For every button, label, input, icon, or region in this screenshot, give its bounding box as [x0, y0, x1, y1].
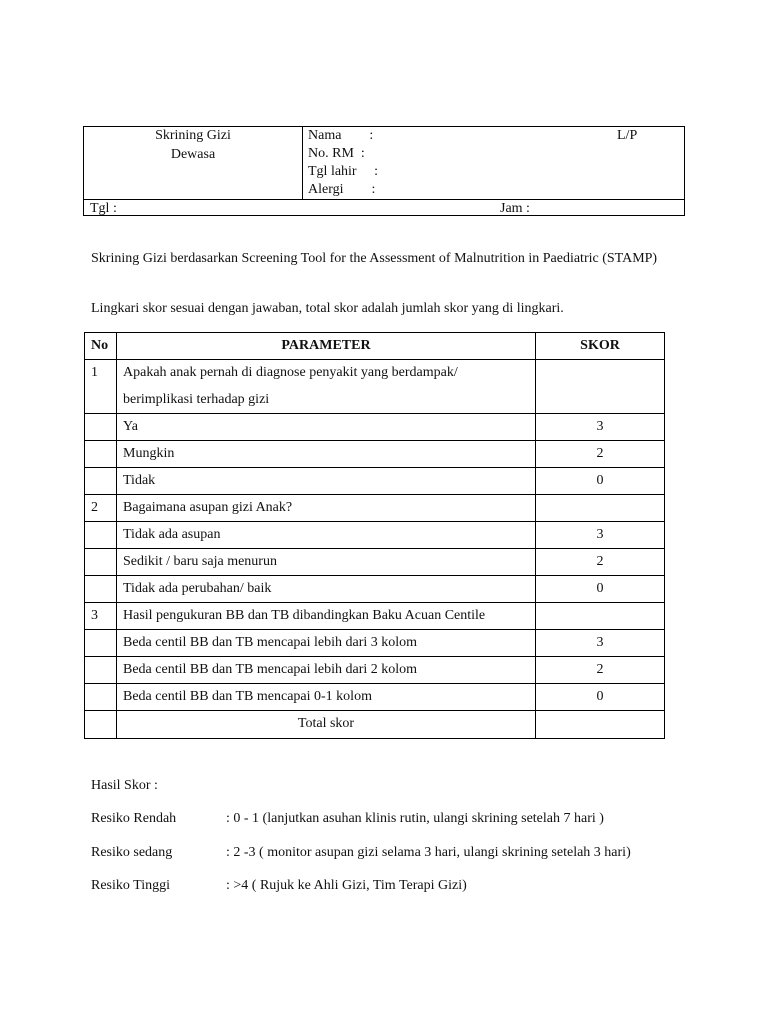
table-row — [85, 576, 665, 603]
field-no-rm: No. RM : — [308, 146, 365, 161]
table-row — [85, 522, 665, 549]
risk-medium-text: : 2 -3 ( monitor asupan gizi selama 3 hari, ulangi skrining setelah 3 hari) — [226, 845, 631, 860]
field-alergi: Alergi : — [308, 182, 376, 197]
row-skor[interactable]: 3 — [536, 522, 665, 549]
row-parameter: Tidak ada perubahan/ baik — [117, 576, 536, 603]
row-skor[interactable]: 2 — [536, 657, 665, 684]
results-title: Hasil Skor : — [91, 778, 158, 793]
total-label: Total skor — [117, 711, 536, 739]
row-no — [85, 414, 117, 441]
row-no: 2 — [85, 495, 117, 522]
stamp-parameter-table — [84, 332, 665, 739]
total-no-cell — [85, 711, 117, 739]
row-skor[interactable]: 0 — [536, 468, 665, 495]
row-skor — [536, 495, 665, 522]
table-row — [85, 360, 665, 414]
row-no — [85, 468, 117, 495]
row-parameter: Beda centil BB dan TB mencapai lebih dari 3 kolom — [117, 630, 536, 657]
total-skor-cell[interactable] — [536, 711, 665, 739]
header-divider-horizontal — [84, 199, 684, 200]
table-row — [85, 414, 665, 441]
row-no — [85, 630, 117, 657]
row-no — [85, 657, 117, 684]
table-row — [85, 495, 665, 522]
table-row — [85, 657, 665, 684]
row-parameter: Hasil pengukuran BB dan TB dibandingkan Baku Acuan Centile — [117, 603, 536, 630]
col-header-no: No — [85, 333, 117, 360]
row-parameter: Beda centil BB dan TB mencapai 0-1 kolom — [117, 684, 536, 711]
form-title-line1: Skrining Gizi — [155, 128, 231, 143]
row-skor[interactable]: 3 — [536, 630, 665, 657]
col-header-parameter: PARAMETER — [117, 333, 536, 360]
form-title-line2: Dewasa — [170, 147, 216, 162]
instruction-paragraph: Lingkari skor sesuai dengan jawaban, total skor adalah jumlah skor yang di lingkari. — [91, 301, 564, 316]
intro-paragraph: Skrining Gizi berdasarkan Screening Tool for the Assessment of Malnutrition in Paediatric (STAMP) — [91, 251, 658, 266]
row-no — [85, 684, 117, 711]
risk-medium-label: Resiko sedang — [91, 845, 173, 860]
table-header-row — [85, 333, 665, 360]
field-jam: Jam : — [500, 201, 530, 216]
row-parameter: Mungkin — [117, 441, 536, 468]
table-row — [85, 603, 665, 630]
row-parameter: Beda centil BB dan TB mencapai lebih dari 2 kolom — [117, 657, 536, 684]
row-no — [85, 576, 117, 603]
row-skor[interactable]: 0 — [536, 684, 665, 711]
risk-low-label: Resiko Rendah — [91, 811, 177, 826]
row-parameter: Ya — [117, 414, 536, 441]
total-row — [85, 711, 665, 739]
parameter-line: berimplikasi terhadap gizi — [123, 392, 270, 407]
header-divider-vertical — [302, 127, 303, 199]
risk-high-text: : >4 ( Rujuk ke Ahli Gizi, Tim Terapi Gizi) — [226, 878, 467, 893]
parameter-line: Apakah anak pernah di diagnose penyakit yang berdampak/ — [123, 365, 458, 380]
row-skor[interactable]: 0 — [536, 576, 665, 603]
table-row — [85, 549, 665, 576]
row-no — [85, 441, 117, 468]
table-row — [85, 468, 665, 495]
row-skor[interactable]: 2 — [536, 549, 665, 576]
risk-high-label: Resiko Tinggi — [91, 878, 170, 893]
row-parameter — [117, 360, 536, 414]
row-parameter: Sedikit / baru saja menurun — [117, 549, 536, 576]
row-skor[interactable]: 2 — [536, 441, 665, 468]
row-parameter: Tidak ada asupan — [117, 522, 536, 549]
row-no — [85, 522, 117, 549]
row-no: 3 — [85, 603, 117, 630]
field-tgl: Tgl : — [90, 201, 117, 216]
row-parameter: Tidak — [117, 468, 536, 495]
field-nama: Nama : — [308, 128, 374, 143]
row-skor[interactable]: 3 — [536, 414, 665, 441]
field-gender: L/P — [617, 128, 638, 143]
row-parameter: Bagaimana asupan gizi Anak? — [117, 495, 536, 522]
row-no — [85, 549, 117, 576]
table-row — [85, 441, 665, 468]
risk-low-text: : 0 - 1 (lanjutkan asuhan klinis rutin, ulangi skrining setelah 7 hari ) — [226, 811, 604, 826]
table-row — [85, 684, 665, 711]
row-skor — [536, 360, 665, 414]
col-header-skor: SKOR — [536, 333, 665, 360]
row-skor — [536, 603, 665, 630]
table-row — [85, 630, 665, 657]
row-no: 1 — [85, 360, 117, 414]
field-tgl-lahir: Tgl lahir : — [308, 164, 378, 179]
patient-header-box — [83, 126, 685, 216]
